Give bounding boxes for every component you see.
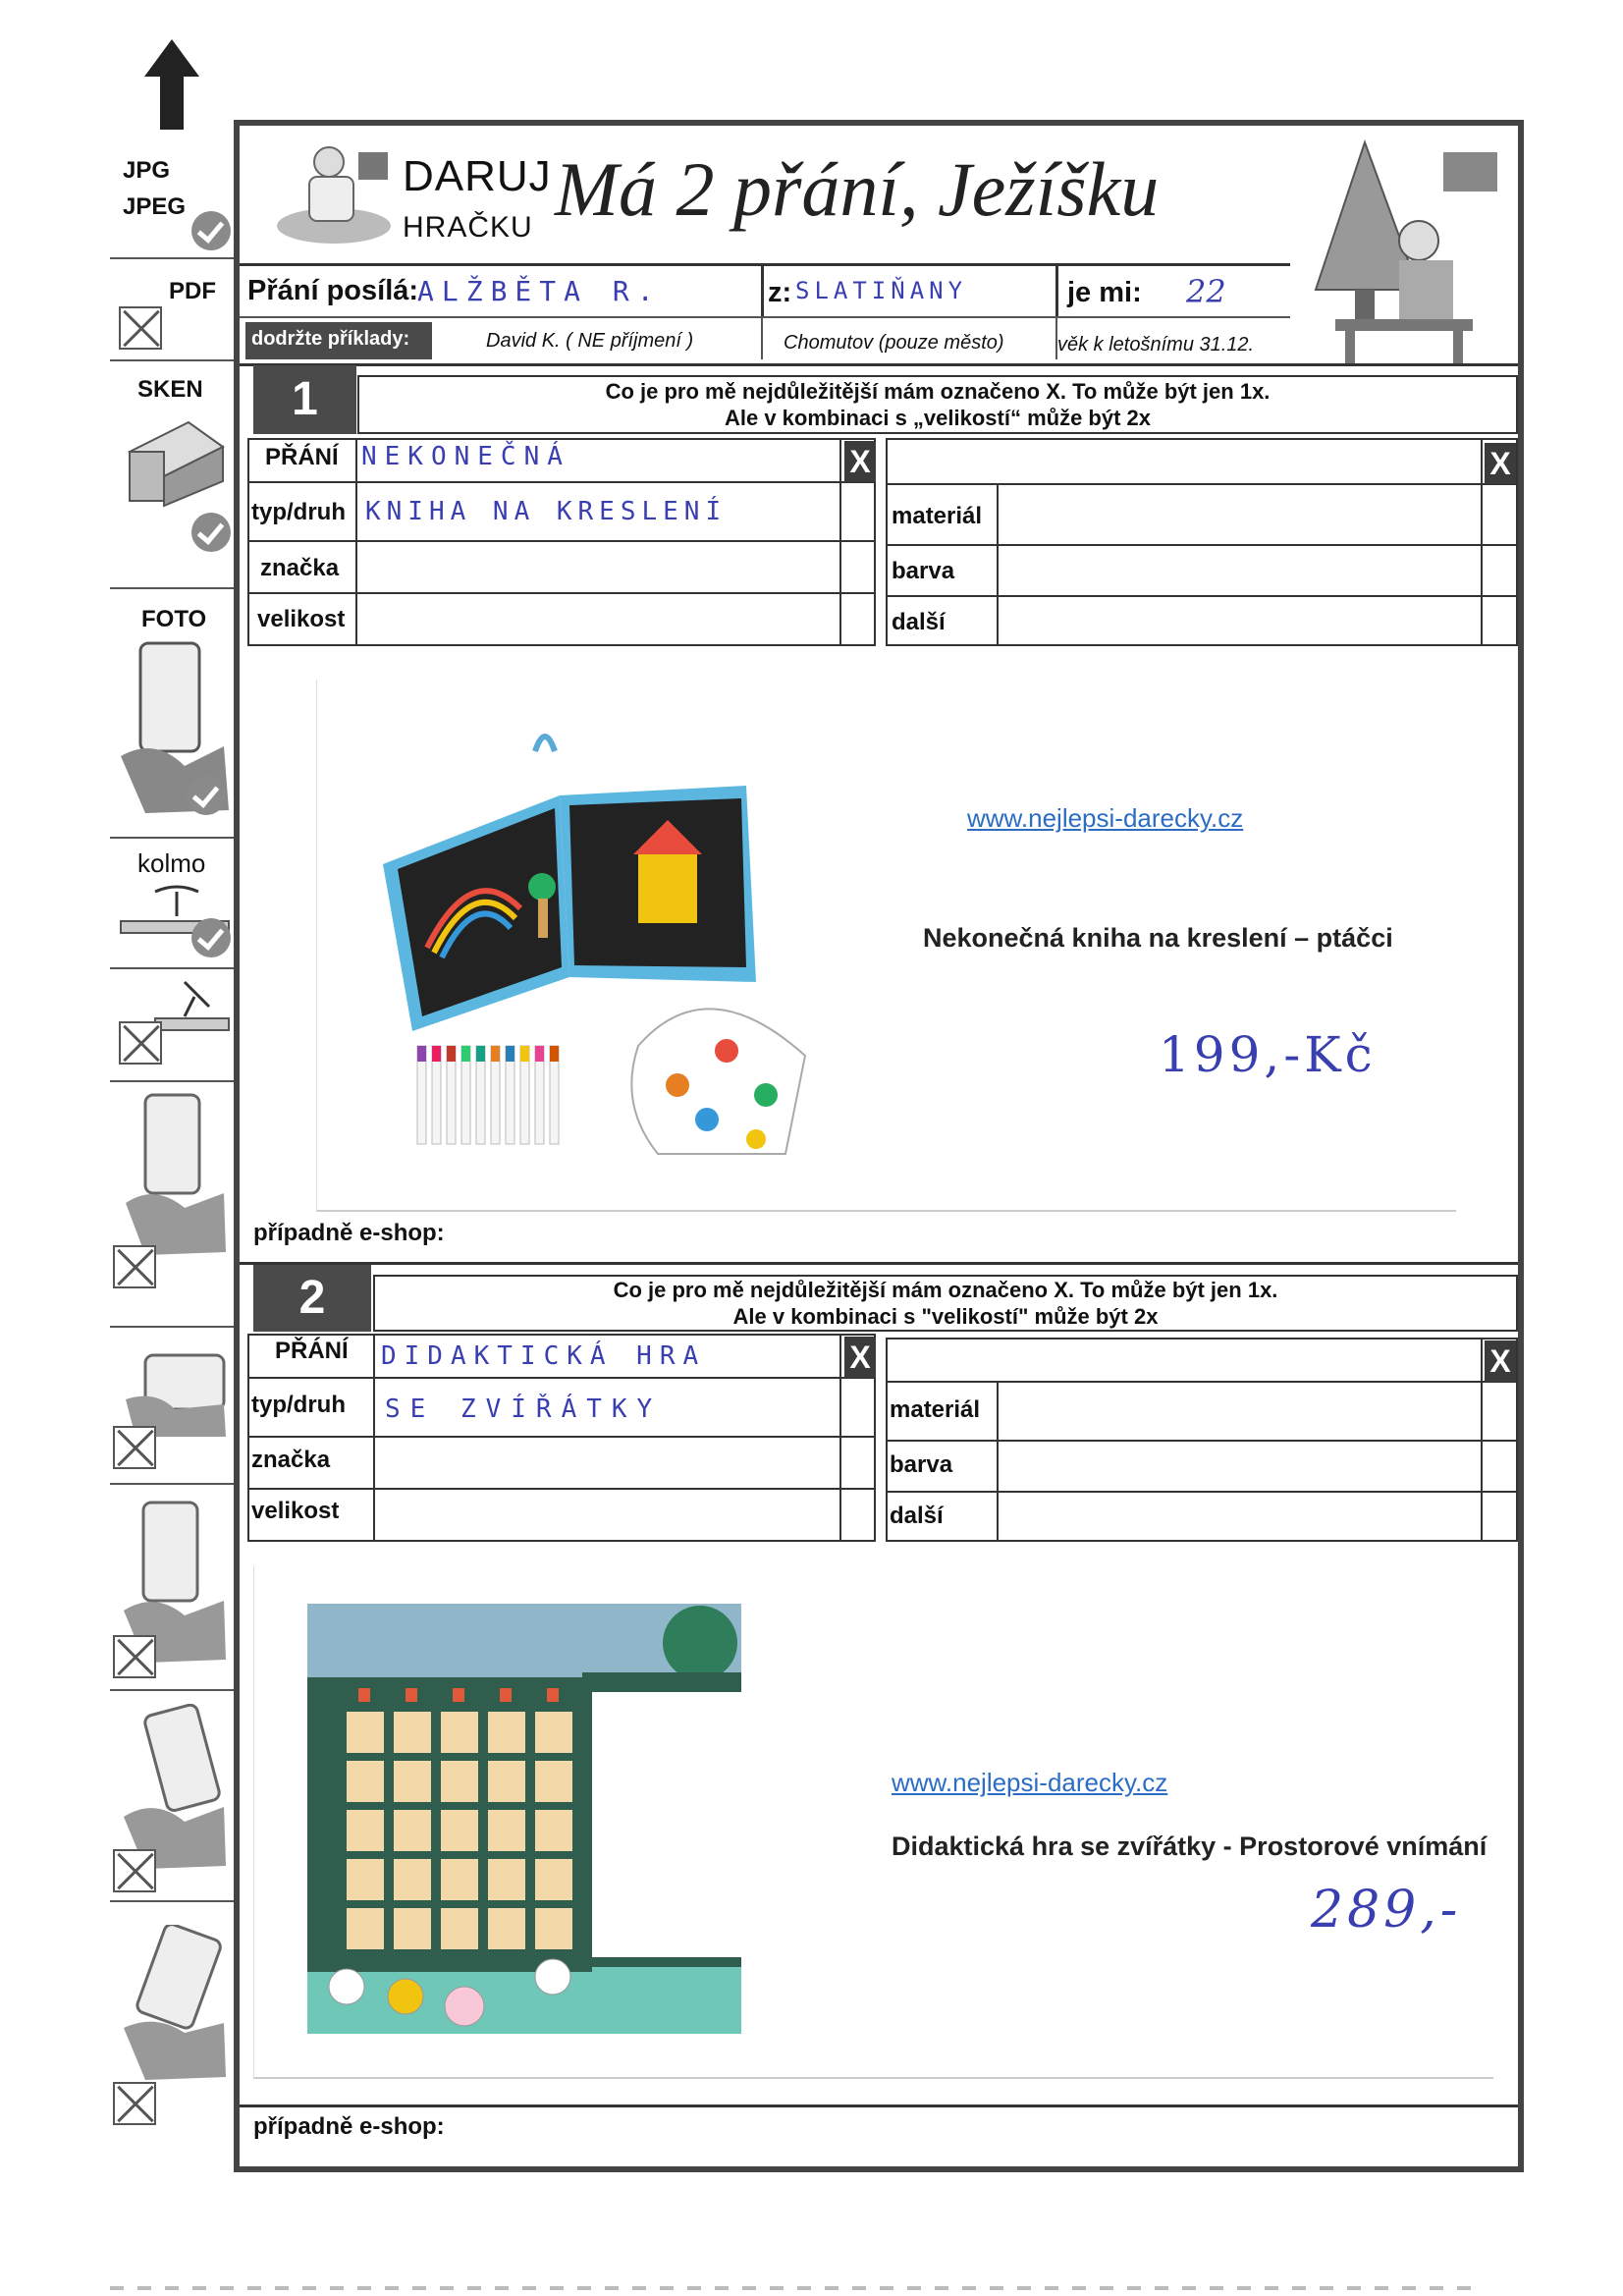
- wish-label: PŘÁNÍ: [275, 1338, 349, 1364]
- priority-x-marker[interactable]: X: [844, 1337, 876, 1378]
- size-field[interactable]: [361, 597, 833, 640]
- brand-label: značka: [260, 555, 340, 581]
- scan-artifact-line: [110, 2286, 1485, 2290]
- format-jpeg-label: JPEG: [123, 193, 187, 220]
- wish-instructions: [373, 1277, 1518, 1330]
- eshop-label: případně e-shop:: [253, 2113, 445, 2140]
- christmas-tree-illustration: [1306, 133, 1512, 368]
- instruction-line-2: Ale v kombinaci s „velikostí“ může být 2x: [724, 406, 1152, 430]
- cross-icon: [119, 1021, 162, 1065]
- phone-hand-icon: [116, 1704, 234, 1871]
- check-icon: [191, 513, 231, 552]
- size-field[interactable]: [379, 1493, 833, 1536]
- child-with-toys-illustration: [275, 137, 403, 246]
- brand-field[interactable]: [361, 546, 833, 587]
- type-label: typ/druh: [251, 499, 346, 525]
- cross-icon: [113, 1245, 156, 1288]
- color-label: barva: [892, 558, 955, 584]
- product-name: Nekonečná kniha na kreslení – ptáčci: [923, 923, 1393, 953]
- instruction-line-1: Co je pro mě nejdůležitější mám označeno X. To může být jen 1x.: [613, 1278, 1278, 1302]
- place-field[interactable]: SLATIŇANY: [795, 277, 968, 304]
- phone-hand-icon: [116, 1090, 234, 1257]
- cross-icon: [113, 1635, 156, 1678]
- logo-text-line1: DARUJ: [403, 152, 552, 200]
- check-icon: [191, 211, 231, 250]
- color-label: barva: [890, 1451, 953, 1478]
- method-perpendicular-label: kolmo: [137, 848, 206, 878]
- product-name: Didaktická hra se zvířátky - Prostorové vnímání: [892, 1831, 1488, 1861]
- logo-text-line2: HRAČKU: [403, 211, 533, 244]
- type-field[interactable]: SE ZVÍŘÁTKY: [385, 1394, 663, 1424]
- example-age: věk k letošnímu 31.12.: [1057, 334, 1255, 355]
- format-pdf-label: PDF: [169, 278, 216, 304]
- wish-field[interactable]: DIDAKTICKÁ HRA: [381, 1341, 707, 1371]
- product-price: 289,-: [1311, 1881, 1462, 1940]
- material-label: materiál: [892, 503, 983, 529]
- sender-label: Přání posílá:: [247, 275, 419, 306]
- wish-number: 2: [253, 1265, 371, 1332]
- method-photo-label: FOTO: [141, 606, 207, 632]
- cross-icon: [113, 1849, 156, 1892]
- wish-instructions: [357, 378, 1518, 431]
- example-hint-label: dodržte příklady:: [251, 328, 410, 350]
- eshop-label: případně e-shop:: [253, 1220, 445, 1246]
- size-label: velikost: [257, 606, 346, 632]
- didactic-game-product-image: [307, 1604, 741, 2034]
- cross-icon: [113, 1426, 156, 1469]
- priority-x-marker[interactable]: X: [1485, 1340, 1516, 1382]
- wish-field[interactable]: NEKONEČNÁ: [361, 442, 570, 471]
- shop-link[interactable]: www.nejlepsi-darecky.cz: [892, 1768, 1168, 1797]
- format-jpg-label: JPG: [123, 157, 171, 184]
- shop-link[interactable]: www.nejlepsi-darecky.cz: [967, 803, 1244, 833]
- product-price: 199,-Kč: [1159, 1026, 1377, 1083]
- other-label: další: [890, 1503, 944, 1529]
- cross-icon: [119, 306, 162, 350]
- drawing-book-product-image: [373, 722, 844, 1164]
- example-place: Chomutov (pouze město): [784, 332, 1004, 354]
- example-name: David K. ( NE příjmení ): [486, 330, 694, 352]
- check-icon: [187, 776, 226, 815]
- phone-hand-icon: [116, 1925, 234, 2082]
- other-label: další: [892, 609, 946, 635]
- brand-field[interactable]: [379, 1442, 833, 1483]
- page-title: Má 2 přání, Ježíšku: [555, 146, 1160, 232]
- instruction-line-2: Ale v kombinaci s "velikostí" může být 2x: [732, 1304, 1159, 1329]
- method-scan-label: SKEN: [137, 376, 203, 403]
- place-label: z:: [768, 277, 792, 308]
- material-label: materiál: [890, 1396, 981, 1423]
- type-label: typ/druh: [251, 1392, 346, 1418]
- cross-icon: [113, 2082, 156, 2125]
- scanner-icon: [120, 412, 228, 511]
- size-label: velikost: [251, 1498, 340, 1524]
- type-field[interactable]: KNIHA NA KRESLENÍ: [365, 497, 728, 526]
- wish-label: PŘÁNÍ: [265, 444, 339, 470]
- wish-alt-field[interactable]: [890, 1341, 1477, 1379]
- wish-alt-field[interactable]: [890, 442, 1477, 481]
- wish-number: 1: [253, 365, 356, 434]
- priority-x-marker[interactable]: X: [1485, 443, 1516, 484]
- up-arrow-icon: [142, 39, 201, 133]
- instruction-line-1: Co je pro mě nejdůležitější mám označeno X. To může být jen 1x.: [605, 379, 1271, 404]
- sender-name-field[interactable]: ALŽBĚTA R.: [417, 275, 662, 307]
- check-icon: [191, 918, 231, 957]
- age-label: je mi:: [1067, 277, 1142, 308]
- age-field[interactable]: 22: [1186, 273, 1226, 310]
- brand-label: značka: [251, 1447, 331, 1473]
- priority-x-marker[interactable]: X: [844, 441, 876, 482]
